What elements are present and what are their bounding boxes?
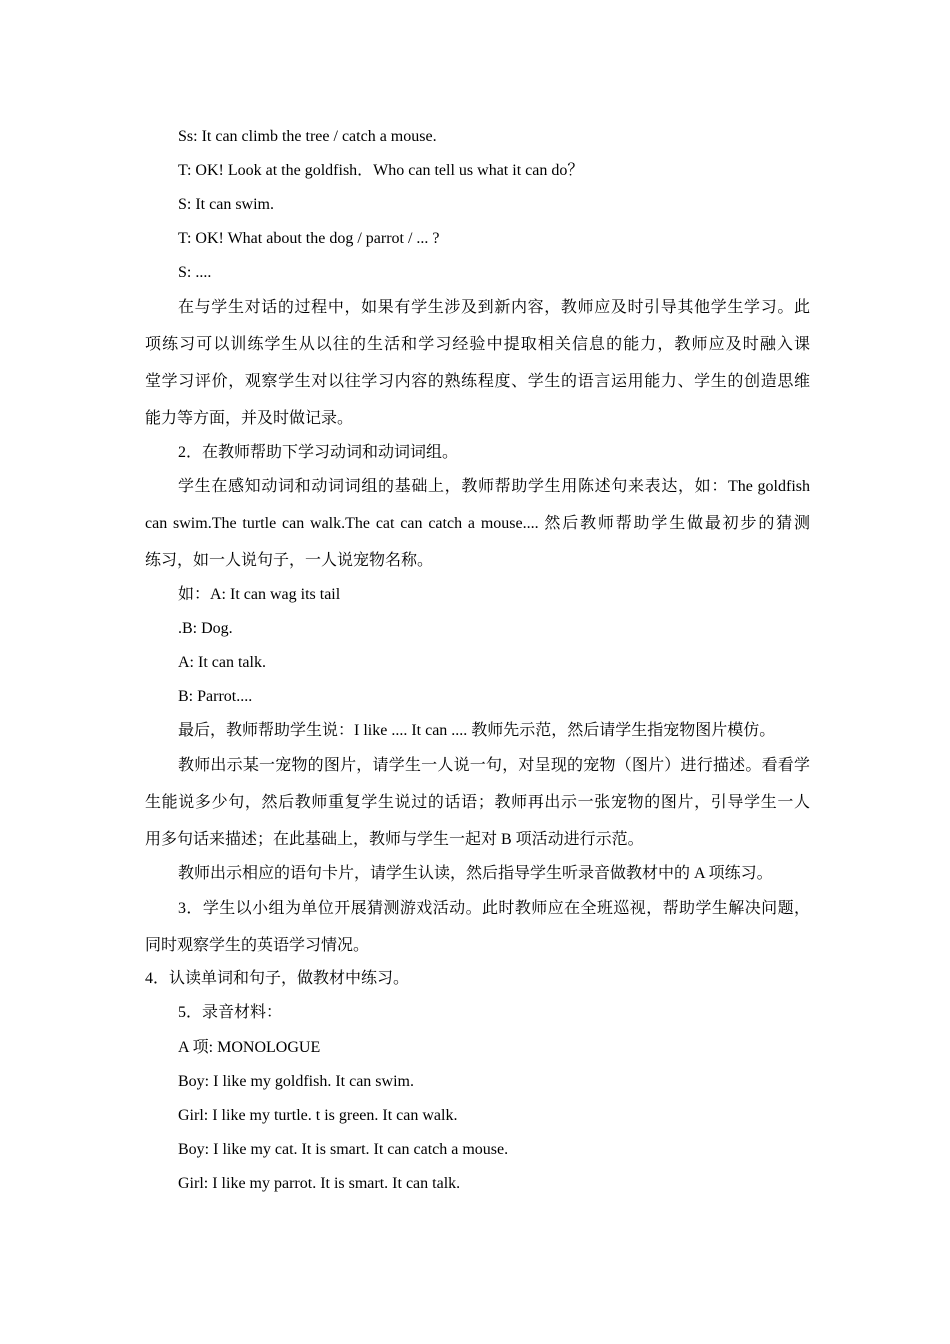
paragraph-line: 练习，如一人说句子，一人说宠物名称。 <box>145 552 434 569</box>
script-title: A 项: MONOLOGUE <box>178 1039 321 1056</box>
paragraph-line: 教师出示相应的语句卡片，请学生认读，然后指导学生听录音做教材中的 A 项练习。 <box>178 865 773 882</box>
paragraph-line: 最后，教师帮助学生说：I like .... It can .... 教师先示范，然后请学生指宠物图片模仿。 <box>178 722 776 739</box>
dialogue-line: S: It can swim. <box>178 196 274 213</box>
paragraph-line: 堂学习评价，观察学生对以往学习内容的熟练程度、学生的语言运用能力、学生的创造思维 <box>145 373 810 390</box>
section-heading: 3．学生以小组为单位开展猜测游戏活动。此时教师应在全班巡视，帮助学生解决问题， <box>178 900 810 917</box>
paragraph-line: 用多句话来描述；在此基础上，教师与学生一起对 B 项活动进行示范。 <box>145 831 644 848</box>
dialogue-line: T: OK! What about the dog / parrot / ... ? <box>178 230 440 247</box>
dialogue-line: S: .... <box>178 264 212 281</box>
script-line: Boy: I like my cat. It is smart. It can catch a mouse. <box>178 1141 509 1158</box>
example-line: B: Parrot.... <box>178 688 253 705</box>
paragraph-line: 学生在感知动词和动词词组的基础上，教师帮助学生用陈述句来表达，如：The goldfish <box>178 478 810 495</box>
script-line: Boy: I like my goldfish. It can swim. <box>178 1073 414 1090</box>
section-heading: 2．在教师帮助下学习动词和动词词组。 <box>178 444 459 461</box>
example-line: 如：A: It can wag its tail <box>178 586 341 603</box>
paragraph-line: 能力等方面，并及时做记录。 <box>145 410 354 427</box>
section-heading: 4．认读单词和句子，做教材中练习。 <box>145 970 410 987</box>
dialogue-line: T: OK! Look at the goldfish．Who can tell us what it can do？ <box>178 162 584 179</box>
section-heading: 5．录音材料： <box>178 1004 283 1021</box>
example-line: A: It can talk. <box>178 654 266 671</box>
paragraph-line: 在与学生对话的过程中，如果有学生涉及到新内容，教师应及时引导其他学生学习。此 <box>178 299 810 316</box>
script-line: Girl: I like my turtle. t is green. It can walk. <box>178 1107 458 1124</box>
paragraph-line: 生能说多少句，然后教师重复学生说过的话语；教师再出示一张宠物的图片，引导学生一人 <box>145 794 810 811</box>
paragraph-line: 项练习可以训练学生从以往的生活和学习经验中提取相关信息的能力，教师应及时融入课 <box>145 336 810 353</box>
dialogue-line: Ss: It can climb the tree / catch a mouse. <box>178 128 437 145</box>
paragraph-line: 教师出示某一宠物的图片，请学生一人说一句，对呈现的宠物（图片）进行描述。看看学 <box>178 757 810 774</box>
script-line: Girl: I like my parrot. It is smart. It can talk. <box>178 1175 461 1192</box>
example-line: .B: Dog. <box>178 620 233 637</box>
paragraph-line: 同时观察学生的英语学习情况。 <box>145 937 370 954</box>
paragraph-line: can swim.The turtle can walk.The cat can catch a mouse.... 然后教师帮助学生做最初步的猜测 <box>145 515 810 532</box>
